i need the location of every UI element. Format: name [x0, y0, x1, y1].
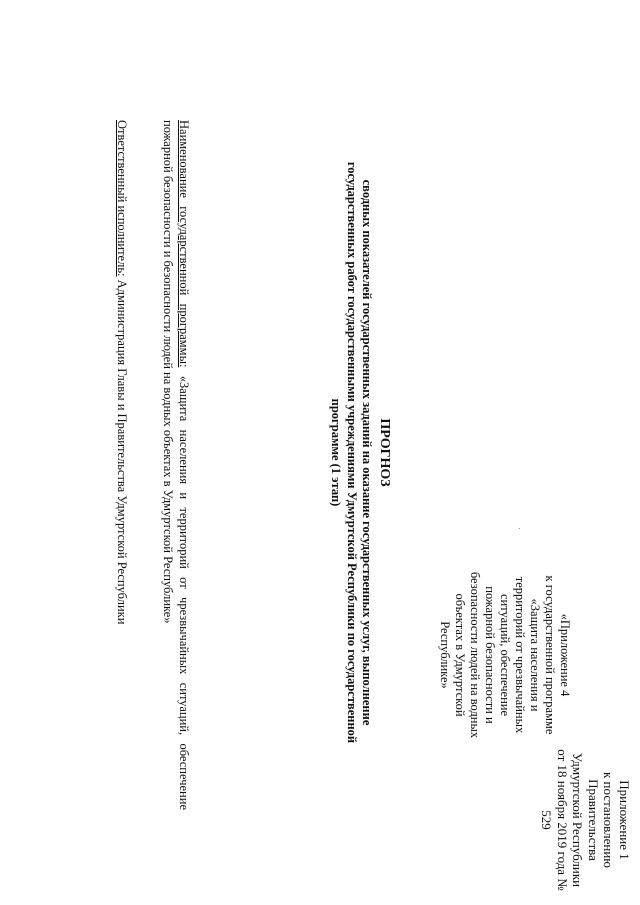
annex-4-line: пожарной безопасности и — [483, 586, 497, 724]
annex-4-line: «Защита населения и — [528, 598, 542, 712]
responsible-executor-value: Администрация Главы и Правительства Удмуртской Республики — [115, 279, 129, 625]
program-name-paragraph — [160, 120, 192, 810]
annex-1-block — [539, 740, 632, 900]
responsible-executor-paragraph — [114, 120, 130, 810]
annex-1-title: Приложение 1 — [617, 780, 632, 860]
page-title: ПРОГНОЗ — [377, 418, 392, 487]
heading-line: программе (1 этап) — [329, 398, 344, 507]
heading-line: сводных показателей государственных заданий на оказание государственных услуг, выполнение — [360, 179, 375, 726]
annex-4-line: безопасности людей на водных — [468, 571, 482, 739]
program-name-value: «Защита населения и территорий от чрезвычайных ситуаций, обеспечение пожарной безопасности и безопасности людей на водных объектах в Удмуртской Республике» — [161, 120, 191, 810]
annex-4-line: ситуаций, обеспечение — [498, 593, 512, 717]
annex-1-line: от 18 ноября 2019 года № 529 — [539, 749, 570, 891]
annex-4-line: территорий от чрезвычайных — [513, 576, 527, 734]
responsible-executor-label: Ответственный исполнитель: — [115, 120, 129, 277]
annex-4-line: Республике» — [438, 621, 452, 689]
scan-speck — [519, 528, 520, 529]
program-name-label: Наименование государственной программы: — [177, 120, 191, 368]
heading-line: государственных работ государственными учреждениями Удмуртской Республики по государственной — [345, 161, 359, 744]
document-heading — [328, 40, 392, 865]
annex-4-line: «Приложение 4 — [558, 613, 572, 697]
annex-4-block — [437, 570, 572, 740]
annex-1-line: Удмуртской Республики — [570, 752, 586, 888]
annex-4-line: к государственной программе — [543, 575, 557, 735]
annex-4-line: объектах в Удмуртской — [453, 593, 467, 717]
annex-1-line: к постановлению Правительства — [586, 771, 617, 869]
